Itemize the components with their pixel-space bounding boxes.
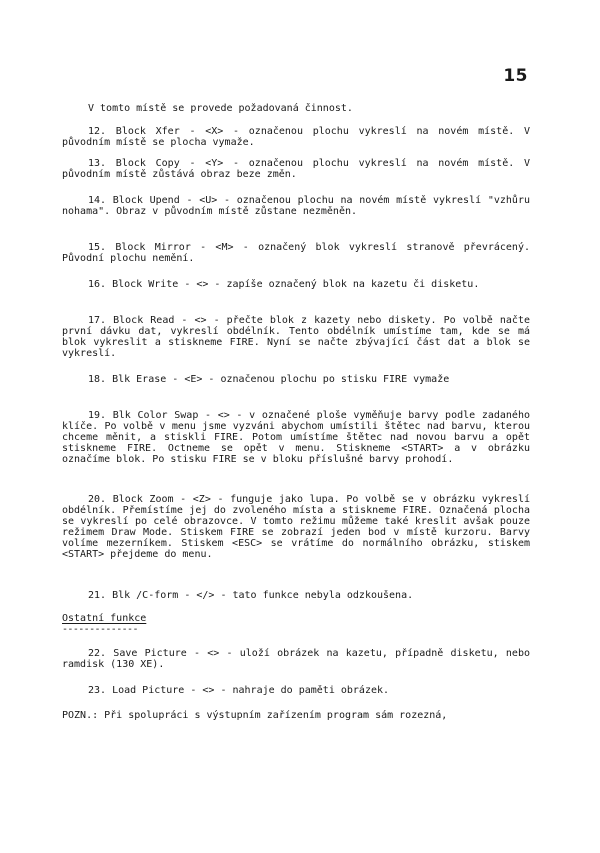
intro-paragraph [62, 103, 530, 114]
paragraph-12-block-xfer [62, 126, 530, 148]
paragraph-17-block-read [62, 315, 530, 359]
paragraph-text: 19. Blk Color Swap - <> - v označené ploše vyměňuje barvy podle zadaného klíče. Po volbě v menu jsme vyzváni abychom umístili štětec nad barvu, kterou chceme měnit, a stiskli FIRE. Potom umístíme štětec nad novou barvu a opět stiskneme FIRE. Octneme se opět v menu. Stiskneme <START> a v obrázku označíme blok. Po stisku FIRE se v bloku příslušné barvy prohodí. [62, 410, 530, 465]
paragraph-text: 16. Block Write - <> - zapíše označený blok na kazetu či disketu. [88, 279, 480, 290]
paragraph-text: 23. Load Picture - <> - nahraje do paměti obrázek. [88, 685, 390, 696]
paragraph-text: 22. Save Picture - <> - uloží obrázek na kazetu, případně disketu, nebo ramdisk (130 XE). [62, 648, 530, 670]
paragraph-text: 18. Blk Erase - <E> - označenou plochu po stisku FIRE vymaže [88, 374, 450, 385]
paragraph-23-load-picture [62, 685, 530, 696]
paragraph-21-blk-c-form [62, 590, 530, 601]
paragraph-16-block-write [62, 279, 530, 290]
section-heading: Ostatní funkce [62, 613, 147, 624]
paragraph-text: 12. Block Xfer - <X> - označenou plochu vykreslí na novém místě. V původním místě se plocha vymaže. [62, 126, 530, 148]
paragraph-22-save-picture [62, 648, 530, 670]
paragraph-text: V tomto místě se provede požadovaná činnost. [88, 103, 353, 114]
paragraph-18-blk-erase [62, 374, 530, 385]
paragraph-text: 14. Block Upend - <U> - označenou plochu na novém místě vykreslí "vzhůru nohama". Obraz v původním místě zůstane nezměněn. [62, 195, 530, 217]
paragraph-text: 13. Block Copy - <Y> - označenou plochu vykreslí na novém místě. V původním místě zůstává obraz beze změn. [62, 158, 530, 180]
paragraph-text: 15. Block Mirror - <M> - označený blok vykreslí stranově převrácený. Původní plochu nemění. [62, 242, 530, 264]
note-paragraph [62, 710, 530, 721]
paragraph-20-block-zoom [62, 494, 530, 560]
paragraph-13-block-copy [62, 158, 530, 180]
note-text: POZN.: Při spolupráci s výstupním zařízením program sám rozezná, [62, 710, 448, 721]
page-number: 15 [503, 66, 528, 86]
paragraph-14-block-upend [62, 195, 530, 217]
paragraph-15-block-mirror [62, 242, 530, 264]
paragraph-text: 20. Block Zoom - <Z> - funguje jako lupa. Po volbě se v obrázku vykreslí obdélník. Přemístíme jej do zvoleného místa a stiskneme FIRE. Označená plocha se vykreslí po celé obrazovce. V tomto režimu můžeme také kreslit avšak pouze režimem Draw Mode. Stiskem FIRE se zobrazí jeden bod v místě kurzoru. Barvy volíme mezerníkem. Stiskem <ESC> se vrátíme do normálního obrázku, stiskem <START> přejdeme do menu. [62, 494, 530, 560]
paragraph-19-blk-color-swap [62, 410, 530, 465]
paragraph-text: 21. Blk /C-form - </> - tato funkce nebyla odzkoušena. [88, 590, 414, 601]
section-rule: -------------- [62, 624, 138, 635]
paragraph-text: 17. Block Read - <> - přečte blok z kazety nebo diskety. Po volbě načte první dávku dat, vykreslí obdélník. Tento obdélník umístíme tam, kde se má blok vykreslit a stiskneme FIRE. Nyní se načte zbývající část dat a blok se vykreslí. [62, 315, 530, 359]
